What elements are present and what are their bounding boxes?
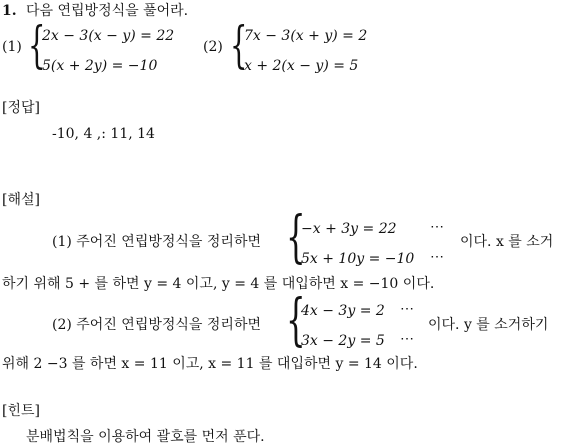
explanation-part2-after: 이다. y 를 소거하기 bbox=[428, 317, 549, 333]
explanation-part2-eq2: 3x − 2y = 5 bbox=[301, 333, 385, 349]
hint-heading: [힌트] bbox=[2, 403, 40, 419]
problem-number: 1. bbox=[2, 3, 17, 19]
explanation-part2-dots1: ⋯ bbox=[400, 301, 414, 317]
explanation-part1-intro: (1) 주어진 연립방정식을 정리하면 bbox=[52, 234, 261, 250]
explanation-part2-dots2: ⋯ bbox=[400, 331, 414, 347]
explanation-part2-brace: { bbox=[286, 288, 306, 353]
part1-brace: { bbox=[28, 16, 46, 74]
part1-label: (1) bbox=[2, 39, 22, 55]
explanation-part1-brace: { bbox=[286, 205, 306, 270]
explanation-part2-line2: 위해 2 −3 를 하면 x = 11 이고, x = 11 를 대입하면 y = 14 이다. bbox=[2, 356, 418, 372]
explanation-part1-after: 이다. x 를 소거 bbox=[460, 234, 554, 250]
explanation-part1-dots1: ⋯ bbox=[430, 219, 444, 235]
part2-eq2: x + 2(x − y) = 5 bbox=[244, 58, 359, 74]
answer-text: -10, 4 ,: 11, 14 bbox=[52, 126, 155, 142]
explanation-part1-eq1: −x + 3y = 22 bbox=[301, 221, 397, 237]
part2-label: (2) bbox=[203, 39, 223, 55]
explanation-part1-line2: 하기 위해 5 + 를 하면 y = 4 이고, y = 4 를 대입하면 x = −10 이다. bbox=[2, 276, 435, 292]
part1-eq1: 2x − 3(x − y) = 22 bbox=[42, 28, 175, 44]
part2-eq1: 7x − 3(x + y) = 2 bbox=[244, 28, 368, 44]
problem-instruction: 다음 연립방정식을 풀어라. bbox=[26, 3, 189, 19]
part2-brace: { bbox=[230, 16, 248, 74]
part1-eq2: 5(x + 2y) = −10 bbox=[42, 58, 158, 74]
explanation-part2-intro: (2) 주어진 연립방정식을 정리하면 bbox=[52, 317, 261, 333]
hint-text: 분배법칙을 이용하여 괄호를 먼저 푼다. bbox=[26, 429, 265, 445]
explanation-heading: [해설] bbox=[2, 192, 40, 208]
explanation-part1-eq2: 5x + 10y = −10 bbox=[301, 251, 415, 267]
explanation-part1-dots2: ⋯ bbox=[430, 249, 444, 265]
explanation-part2-eq1: 4x − 3y = 2 bbox=[301, 303, 385, 319]
answer-heading: [정답] bbox=[2, 100, 40, 116]
